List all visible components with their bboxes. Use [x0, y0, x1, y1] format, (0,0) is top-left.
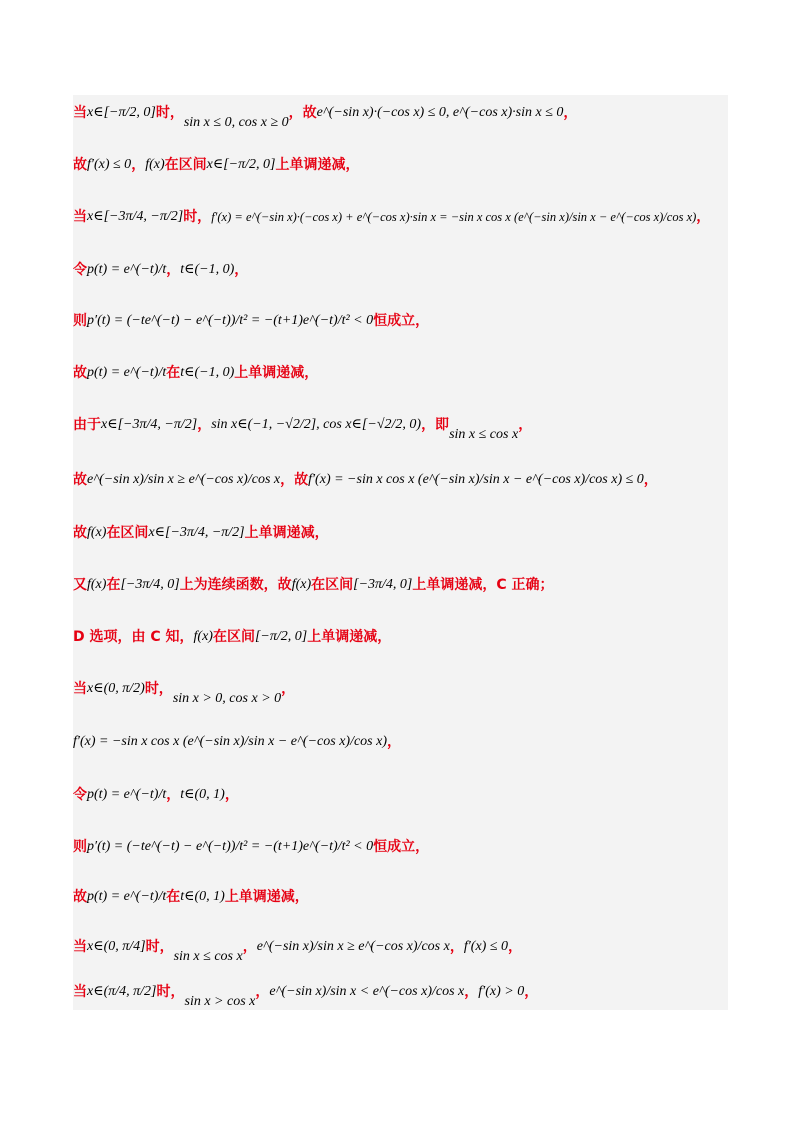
math: e^(−sin x)/sin x ≥ e^(−cos x)/cos x: [87, 472, 281, 487]
math: p(t) = e^(−t)/t: [87, 889, 167, 904]
text: 在区间: [311, 577, 354, 593]
text: 上单调递减，: [244, 525, 329, 541]
math: p′(t) = (−te^(−t) − e^(−t))/t² = −(t+1)e^(−t)/t² < 0: [87, 313, 374, 328]
math: sin x > 0, cos x > 0: [172, 691, 282, 706]
text: 当: [73, 939, 87, 955]
text: 上单调递减，C 正确；: [412, 577, 554, 593]
math: f(x): [87, 577, 107, 592]
solution-line-18: [73, 984, 539, 1009]
text: 上单调递减，: [234, 365, 319, 381]
text: ，: [242, 939, 257, 955]
text: ，: [166, 787, 181, 803]
text: ，: [464, 984, 479, 1000]
math: e^(−sin x)·(−cos x) ≤ 0, e^(−cos x)·sin x ≤ 0: [316, 105, 564, 120]
text: ，: [281, 681, 296, 697]
solution-line-6: [73, 366, 318, 380]
solution-line-15: [73, 840, 429, 854]
math: f′(x) = −sin x cos x (e^(−sin x)/sin x − e^(−cos x)/cos x) ≤ 0: [308, 472, 644, 487]
math: x∈(π/4, π/2]: [87, 984, 157, 999]
math: t∈(−1, 0): [180, 262, 235, 277]
text: ，: [166, 262, 181, 278]
math: x∈[−3π/4, −π/2]: [87, 209, 184, 224]
math: p′(t) = (−te^(−t) − e^(−t))/t² = −(t+1)e^(−t)/t² < 0: [87, 839, 374, 854]
math: x∈[−π/2, 0]: [206, 157, 276, 172]
text: ，: [508, 939, 523, 955]
math: f(x): [193, 629, 213, 644]
solution-line-14: [73, 788, 239, 802]
text: 则: [73, 839, 87, 855]
text: 在区间: [164, 157, 207, 173]
math: e^(−sin x)/sin x < e^(−cos x)/cos x: [269, 984, 465, 999]
text: ，: [518, 417, 533, 433]
math: f(x): [87, 525, 107, 540]
text: 故: [73, 525, 87, 541]
text: 故: [73, 365, 87, 381]
solution-line-17: [73, 939, 523, 964]
math: p(t) = e^(−t)/t: [87, 787, 167, 802]
text: ，即: [421, 417, 450, 433]
text: ，: [643, 472, 658, 488]
text: 则: [73, 313, 87, 329]
math: x∈(0, π/4]: [87, 939, 146, 954]
text: 上为连续函数，故: [179, 577, 292, 593]
math: sin x ≤ cos x: [173, 949, 243, 964]
math: e^(−sin x)/sin x ≥ e^(−cos x)/cos x: [256, 939, 450, 954]
math: [−3π/4, 0]: [120, 577, 180, 592]
solution-line-5: [73, 314, 429, 328]
text: ，: [197, 417, 212, 433]
text: ，: [255, 984, 270, 1000]
math: [−3π/4, 0]: [353, 577, 413, 592]
solution-line-12: [73, 681, 296, 706]
solution-line-1: [73, 105, 578, 130]
math: sin x∈(−1, −√2/2], cos x∈[−√2/2, 0): [211, 417, 422, 432]
solution-line-16: [73, 890, 309, 904]
math: x∈[−3π/4, −π/2]: [148, 525, 245, 540]
math: sin x > cos x: [184, 994, 256, 1009]
solution-line-9: [73, 526, 329, 540]
math: p(t) = e^(−t)/t: [87, 262, 167, 277]
math: [−π/2, 0]: [254, 629, 308, 644]
text: 在: [106, 577, 121, 593]
text: 时，: [144, 681, 173, 697]
solution-line-2: [73, 158, 359, 172]
math: p(t) = e^(−t)/t: [87, 365, 167, 380]
text: 时，: [155, 105, 184, 121]
solution-line-11: [73, 630, 391, 644]
text: 上单调递减，: [224, 889, 309, 905]
text: 在: [166, 889, 181, 905]
text: 故: [73, 889, 87, 905]
text: 当: [73, 984, 87, 1000]
text: 恒成立，: [373, 839, 430, 855]
text: ，: [224, 787, 239, 803]
solution-line-7: [73, 417, 533, 442]
text: 令: [73, 262, 87, 278]
solution-line-8: [73, 473, 658, 487]
text: 上单调递减，: [307, 629, 392, 645]
math: f(x): [291, 577, 312, 592]
text: ，: [524, 984, 539, 1000]
text: D 选项，由 C 知，: [73, 629, 194, 645]
math: f′(x) > 0: [478, 984, 525, 999]
text: ，故: [288, 105, 317, 121]
text: ，: [131, 157, 146, 173]
text: 由于: [73, 417, 101, 433]
text: 时，: [156, 984, 185, 1000]
math: x∈(0, π/2): [87, 681, 145, 696]
solution-line-3: [73, 210, 710, 224]
text: 故: [73, 157, 87, 173]
solution-panel: [73, 95, 728, 1010]
solution-line-10: [73, 578, 554, 592]
text: ，故: [280, 472, 309, 488]
math: x∈[−π/2, 0]: [87, 105, 156, 120]
text: 恒成立，: [373, 313, 430, 329]
math: t∈(0, 1): [180, 787, 225, 802]
math: sin x ≤ cos x: [449, 427, 519, 442]
text: 当: [73, 105, 87, 121]
text: ，: [696, 209, 711, 225]
text: ，: [563, 105, 578, 121]
math: t∈(−1, 0): [180, 365, 235, 380]
math: sin x ≤ 0, cos x ≥ 0: [183, 115, 289, 130]
text: 故: [73, 472, 87, 488]
math: f′(x) = e^(−sin x)·(−cos x) + e^(−cos x)·sin x = −sin x cos x (e^(−sin x)/sin x − e^(−cos x)/cos x): [211, 209, 697, 224]
math: t∈(0, 1): [180, 889, 225, 904]
text: ，: [387, 734, 402, 750]
math: x∈[−3π/4, −π/2]: [101, 417, 198, 432]
text: ，: [234, 262, 249, 278]
math: f′(x) = −sin x cos x (e^(−sin x)/sin x − e^(−cos x)/cos x): [73, 734, 388, 749]
solution-line-13: [73, 735, 401, 749]
math: f(x): [145, 157, 165, 172]
text: ，: [449, 939, 464, 955]
text: 时，: [183, 209, 212, 225]
text: 在区间: [106, 525, 149, 541]
math: f′(x) ≤ 0: [463, 939, 509, 954]
text: 当: [73, 209, 87, 225]
text: 令: [73, 787, 87, 803]
text: 在: [166, 365, 181, 381]
math: f′(x) ≤ 0: [87, 157, 132, 172]
text: 上单调递减，: [275, 157, 360, 173]
solution-line-4: [73, 263, 248, 277]
text: 时，: [145, 939, 174, 955]
text: 又: [73, 577, 87, 593]
text: 在区间: [212, 629, 255, 645]
text: 当: [73, 681, 87, 697]
